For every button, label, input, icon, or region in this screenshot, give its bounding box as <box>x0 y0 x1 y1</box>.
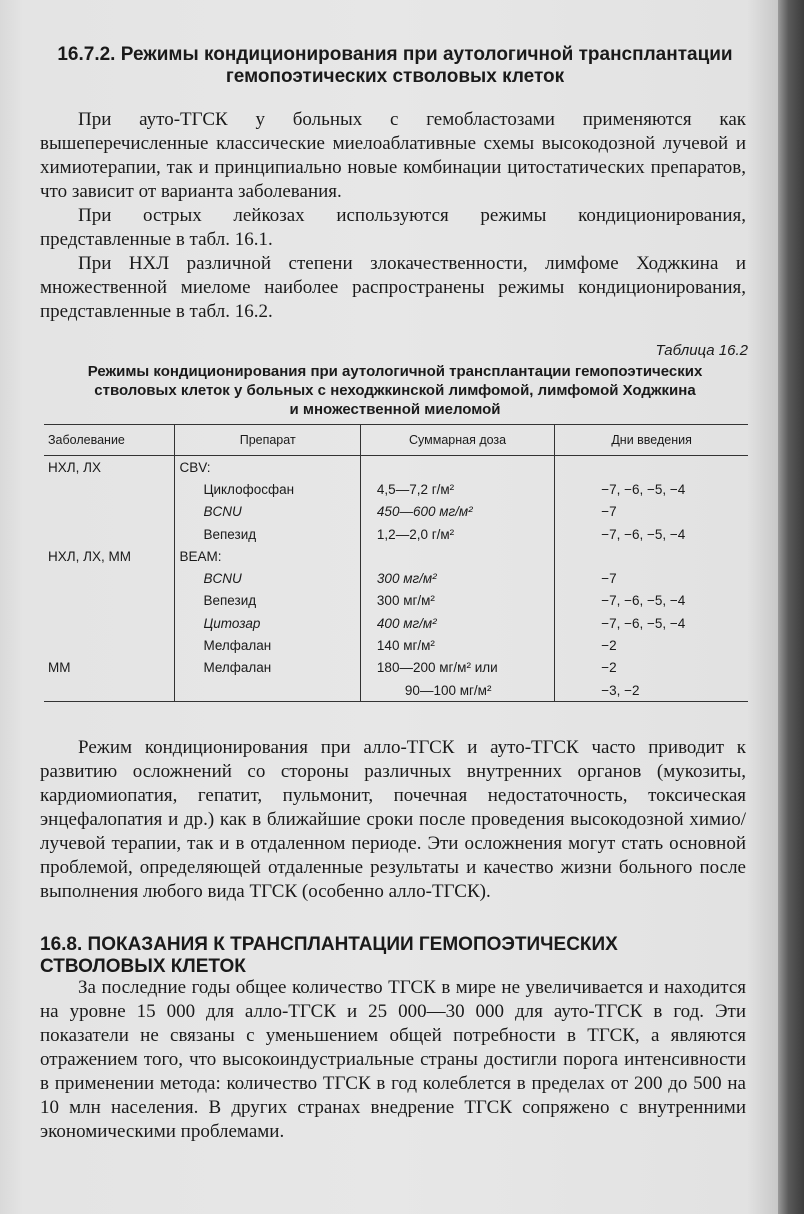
cell-dose <box>360 545 554 567</box>
cell-drug: BEAM: <box>175 545 360 567</box>
table-header-row <box>44 425 748 456</box>
cell-dose: 1,2—2,0 г/м² <box>360 523 554 545</box>
cell-dose: 140 мг/м² <box>360 634 554 656</box>
paragraph-1: При ауто-ТГСК у больных с гемобластозами применяются как вышеперечисленные классические миелоаблативные схемы высокодозной лучевой и химиотерапии, так и принципиально новые комбинации цитостатических препаратов, что зависит от варианта заболевания. <box>40 109 746 202</box>
cell-disease <box>44 567 175 589</box>
cell-days: −3, −2 <box>555 679 748 702</box>
cell-days <box>555 545 748 567</box>
section-heading-line-2: гемопоэтических стволовых клеток <box>225 66 565 87</box>
table-title <box>44 362 746 419</box>
cell-days: −7 <box>555 567 748 589</box>
cell-days <box>555 456 748 479</box>
table-row <box>44 545 748 567</box>
cell-disease <box>44 634 175 656</box>
table-title-line-3: и множественной миеломой <box>289 401 501 418</box>
header-days: Дни введения <box>555 425 748 456</box>
regimens-table <box>44 424 748 702</box>
cell-days: −7, −6, −5, −4 <box>555 523 748 545</box>
section-heading-line-1: 16.7.2. Режимы кондиционирования при аутологичной трансплантации <box>57 44 733 65</box>
cell-drug: Вепезид <box>175 523 360 545</box>
cell-drug: Цитозар <box>175 612 360 634</box>
cell-disease <box>44 478 175 500</box>
table-row <box>44 478 748 500</box>
table-row <box>44 657 748 679</box>
cell-dose: 4,5—7,2 г/м² <box>360 478 554 500</box>
cell-dose <box>360 456 554 479</box>
section-heading-2: 16.8. ПОКАЗАНИЯ К ТРАНСПЛАНТАЦИИ ГЕМОПОЭТИЧЕСКИХ СТВОЛОВЫХ КЛЕТОК <box>40 934 618 977</box>
paragraph-final: За последние годы общее количество ТГСК в мире не увеличивается и находится на уровне 15 000 для алло-ТГСК и 25 000—30 000 для ауто-ТГСК в год. Эти показатели не связаны с уменьшением общей потребности в ТГСК, а являются отражением того, что высокоиндустриальные страны достигли порога интенсивности в применении метода: количество ТГСК в год колеблется в пределах от 200 до 500 на 10 млн населения. В других странах внедрение ТГСК сопряжено с внутренними экономическими проблемами. <box>40 977 746 1142</box>
cell-dose: 300 мг/м² <box>360 567 554 589</box>
cell-dose: 180—200 мг/м² или <box>360 657 554 679</box>
table-row <box>44 634 748 656</box>
cell-days: −7, −6, −5, −4 <box>555 590 748 612</box>
paragraph-after-table: Режим кондиционирования при алло-ТГСК и ауто-ТГСК часто приводит к развитию осложнений со стороны различных внутренних органов (мукозиты, кардиомиопатия, гепатит, пульмонит, почечная недостаточность, токсическая энцефалопатия и др.) как в ближайшие сроки после проведения высокодозной химио/лучевой терапии, так и в отдаленном периоде. Эти осложнения могут стать основной проблемой, определяющей отдаленные результаты и качество жизни больного после выполнения любого вида ТГСК (особенно алло-ТГСК). <box>40 737 746 902</box>
cell-drug: BCNU <box>175 567 360 589</box>
cell-days: −2 <box>555 634 748 656</box>
table-row <box>44 679 748 702</box>
cell-drug: Циклофосфан <box>175 478 360 500</box>
cell-days: −7, −6, −5, −4 <box>555 478 748 500</box>
cell-days: −2 <box>555 657 748 679</box>
paragraph-3: При НХЛ различной степени злокачественности, лимфоме Ходжкина и множественной миеломе наиболее распространены режимы кондиционирования, представленные в табл. 16.2. <box>40 253 746 322</box>
cell-dose: 400 мг/м² <box>360 612 554 634</box>
cell-dose: 450—600 мг/м² <box>360 501 554 523</box>
cell-disease: НХЛ, ЛХ, ММ <box>48 548 131 564</box>
table-row <box>44 612 748 634</box>
table-row <box>44 523 748 545</box>
cell-disease <box>44 612 175 634</box>
cell-drug: Вепезид <box>175 590 360 612</box>
header-total-dose: Суммарная доза <box>360 425 554 456</box>
cell-disease <box>44 523 175 545</box>
cell-disease: ММ <box>48 660 71 676</box>
cell-drug <box>175 679 360 702</box>
table-row <box>44 456 748 479</box>
cell-drug: BCNU <box>175 501 360 523</box>
cell-days: −7, −6, −5, −4 <box>555 612 748 634</box>
table-row <box>44 567 748 589</box>
cell-drug: CBV: <box>175 456 360 479</box>
cell-disease <box>44 501 175 523</box>
table-caption: Таблица 16.2 <box>655 342 748 359</box>
cell-disease <box>44 679 175 702</box>
table-row <box>44 501 748 523</box>
paragraph-2: При острых лейкозах используются режимы кондиционирования, представленные в табл. 16.1. <box>40 205 746 250</box>
section-heading <box>40 44 750 88</box>
cell-disease <box>44 590 175 612</box>
cell-drug: Мелфалан <box>175 634 360 656</box>
header-disease: Заболевание <box>44 425 175 456</box>
cell-drug: Мелфалан <box>175 657 360 679</box>
cell-dose: 90—100 мг/м² <box>360 679 554 702</box>
cell-disease: НХЛ, ЛХ <box>48 459 101 475</box>
cell-dose: 300 мг/м² <box>360 590 554 612</box>
table-title-line-2: стволовых клеток у больных с неходжкинской лимфомой, лимфомой Ходжкина <box>94 382 696 399</box>
header-drug: Препарат <box>175 425 360 456</box>
table-row <box>44 590 748 612</box>
table-title-line-1: Режимы кондиционирования при аутологичной трансплантации гемопоэтических <box>87 363 703 380</box>
page-edge-shadow <box>778 0 804 1214</box>
cell-days: −7 <box>555 501 748 523</box>
